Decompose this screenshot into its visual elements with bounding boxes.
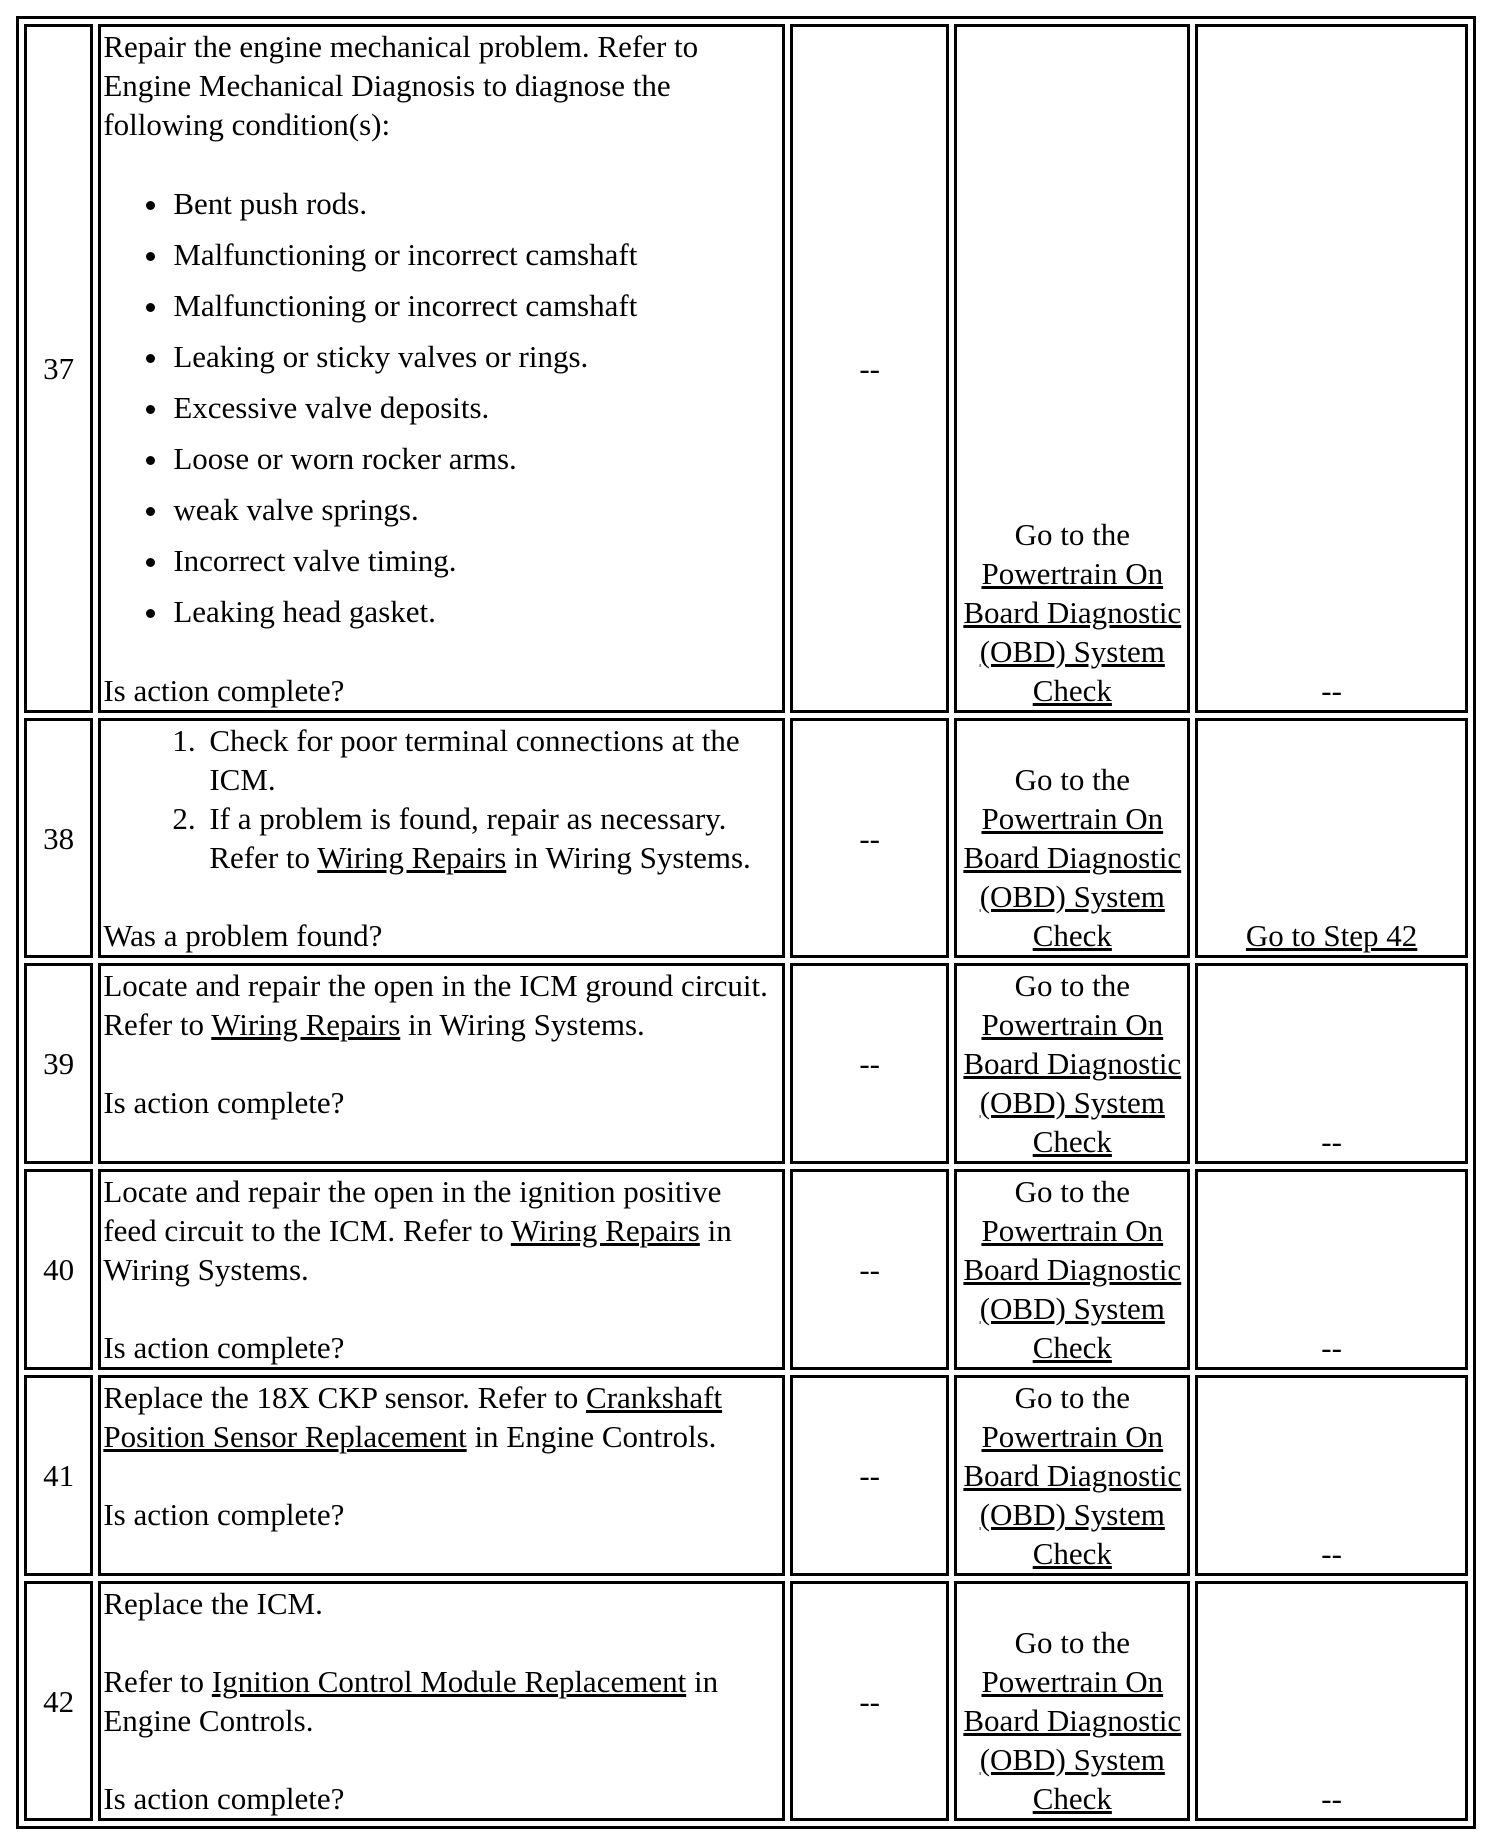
action-pre: Locate and repair the open in the ICM ground circuit. Refer to [103, 968, 768, 1042]
yes-cell [954, 1169, 1190, 1370]
action-question: Was a problem found? [103, 918, 383, 953]
procedure-text: Check for poor terminal connections at the ICM. [209, 723, 740, 797]
no-cell: -- [1195, 963, 1468, 1164]
action-text [103, 1662, 780, 1740]
list-item [203, 721, 780, 799]
yes-prefix: Go to the [1014, 1380, 1130, 1415]
no-cell [1195, 718, 1468, 958]
wiring-repairs-link[interactable]: Wiring Repairs [317, 840, 507, 875]
no-cell: -- [1195, 24, 1468, 713]
procedure-text: in Wiring Systems. [514, 840, 751, 875]
table-row-step-42 [24, 1581, 1468, 1821]
obd-system-check-link[interactable]: Powertrain On Board Diagnostic (OBD) System Check [963, 1007, 1182, 1159]
value-cell: -- [790, 1169, 950, 1370]
action-post: in Engine Controls. [474, 1419, 717, 1454]
action-pre: Refer to [103, 1664, 205, 1699]
action-post: in Wiring Systems. [408, 1007, 645, 1042]
value-cell: -- [790, 24, 950, 713]
icm-replacement-link[interactable]: Ignition Control Module Replacement [211, 1664, 687, 1699]
list-item: • Leaking or sticky valves or rings. [171, 337, 780, 376]
action-text [103, 1378, 780, 1456]
step-number: 37 [24, 24, 93, 713]
table-row-step-38 [24, 718, 1468, 958]
action-pre: Replace the 18X CKP sensor. Refer to [103, 1380, 579, 1415]
action-post: in Wiring Systems. [103, 1213, 732, 1287]
action-text [103, 966, 780, 1044]
go-to-step-42-link[interactable]: Go to Step 42 [1245, 918, 1418, 953]
yes-prefix: Go to the [1014, 1625, 1130, 1660]
step-number: 39 [24, 963, 93, 1164]
value-cell: -- [790, 718, 950, 958]
table-row-step-41 [24, 1375, 1468, 1576]
obd-system-check-link[interactable]: Powertrain On Board Diagnostic (OBD) System Check [963, 1419, 1182, 1571]
action-cell [98, 1375, 785, 1576]
list-item: • Bent push rods. [171, 184, 780, 223]
action-cell [98, 963, 785, 1164]
list-item: • Incorrect valve timing. [171, 541, 780, 580]
step-number: 40 [24, 1169, 93, 1370]
list-item [203, 799, 780, 877]
obd-system-check-link[interactable]: Powertrain On Board Diagnostic (OBD) System Check [963, 556, 1182, 708]
yes-cell [954, 718, 1190, 958]
list-item: • weak valve springs. [171, 490, 780, 529]
table-row-step-40 [24, 1169, 1468, 1370]
step-number: 38 [24, 718, 93, 958]
yes-cell [954, 24, 1190, 713]
yes-cell [954, 1581, 1190, 1821]
wiring-repairs-link[interactable]: Wiring Repairs [211, 1007, 401, 1042]
paragraph-gap [103, 1456, 780, 1495]
table-row-step-39 [24, 963, 1468, 1164]
action-post: in Engine Controls. [103, 1664, 719, 1738]
value-cell: -- [790, 1375, 950, 1576]
diagnostic-table [16, 16, 1476, 1829]
yes-prefix: Go to the [1014, 968, 1130, 1003]
list-item: • Malfunctioning or incorrect camshaft [171, 235, 780, 274]
action-cell [98, 1169, 785, 1370]
action-question: Is action complete? [103, 1085, 345, 1120]
list-item: • Leaking head gasket. [171, 592, 780, 631]
action-question: Is action complete? [103, 673, 345, 708]
no-cell: -- [1195, 1375, 1468, 1576]
action-cell [98, 1581, 785, 1821]
condition-list [103, 184, 780, 631]
value-cell: -- [790, 963, 950, 1164]
list-item: • Loose or worn rocker arms. [171, 439, 780, 478]
yes-prefix: Go to the [1014, 517, 1130, 552]
action-question: Is action complete? [103, 1781, 345, 1816]
obd-system-check-link[interactable]: Powertrain On Board Diagnostic (OBD) System Check [963, 1664, 1182, 1816]
action-intro: Repair the engine mechanical problem. Refer to Engine Mechanical Diagnosis to diagnose the following condition(s): [103, 29, 699, 142]
wiring-repairs-link[interactable]: Wiring Repairs [510, 1213, 700, 1248]
procedure-list [103, 721, 780, 877]
value-cell: -- [790, 1581, 950, 1821]
yes-prefix: Go to the [1014, 1174, 1130, 1209]
action-pre: Locate and repair the open in the ignition positive feed circuit to the ICM. Refer to [103, 1174, 722, 1248]
action-cell [98, 718, 785, 958]
step-number: 41 [24, 1375, 93, 1576]
step-number: 42 [24, 1581, 93, 1821]
list-item: • Excessive valve deposits. [171, 388, 780, 427]
paragraph-gap [103, 1044, 780, 1083]
crankshaft-sensor-replacement-link[interactable]: Crankshaft Position Sensor Replacement [103, 1380, 723, 1454]
paragraph-gap [103, 1740, 780, 1779]
action-question: Is action complete? [103, 1330, 345, 1365]
yes-cell [954, 1375, 1190, 1576]
action-first: Replace the ICM. [103, 1586, 323, 1621]
obd-system-check-link[interactable]: Powertrain On Board Diagnostic (OBD) System Check [963, 801, 1182, 953]
no-cell: -- [1195, 1581, 1468, 1821]
yes-prefix: Go to the [1014, 762, 1130, 797]
action-text [103, 1172, 780, 1289]
list-item: • Malfunctioning or incorrect camshaft [171, 286, 780, 325]
no-cell: -- [1195, 1169, 1468, 1370]
action-question: Is action complete? [103, 1497, 345, 1532]
procedure-text: If a problem is found, repair as necessary. Refer to [209, 801, 727, 875]
obd-system-check-link[interactable]: Powertrain On Board Diagnostic (OBD) System Check [963, 1213, 1182, 1365]
paragraph-gap [103, 1289, 780, 1328]
paragraph-gap [103, 1623, 780, 1662]
table-row-step-37 [24, 24, 1468, 713]
yes-cell [954, 963, 1190, 1164]
action-cell [98, 24, 785, 713]
